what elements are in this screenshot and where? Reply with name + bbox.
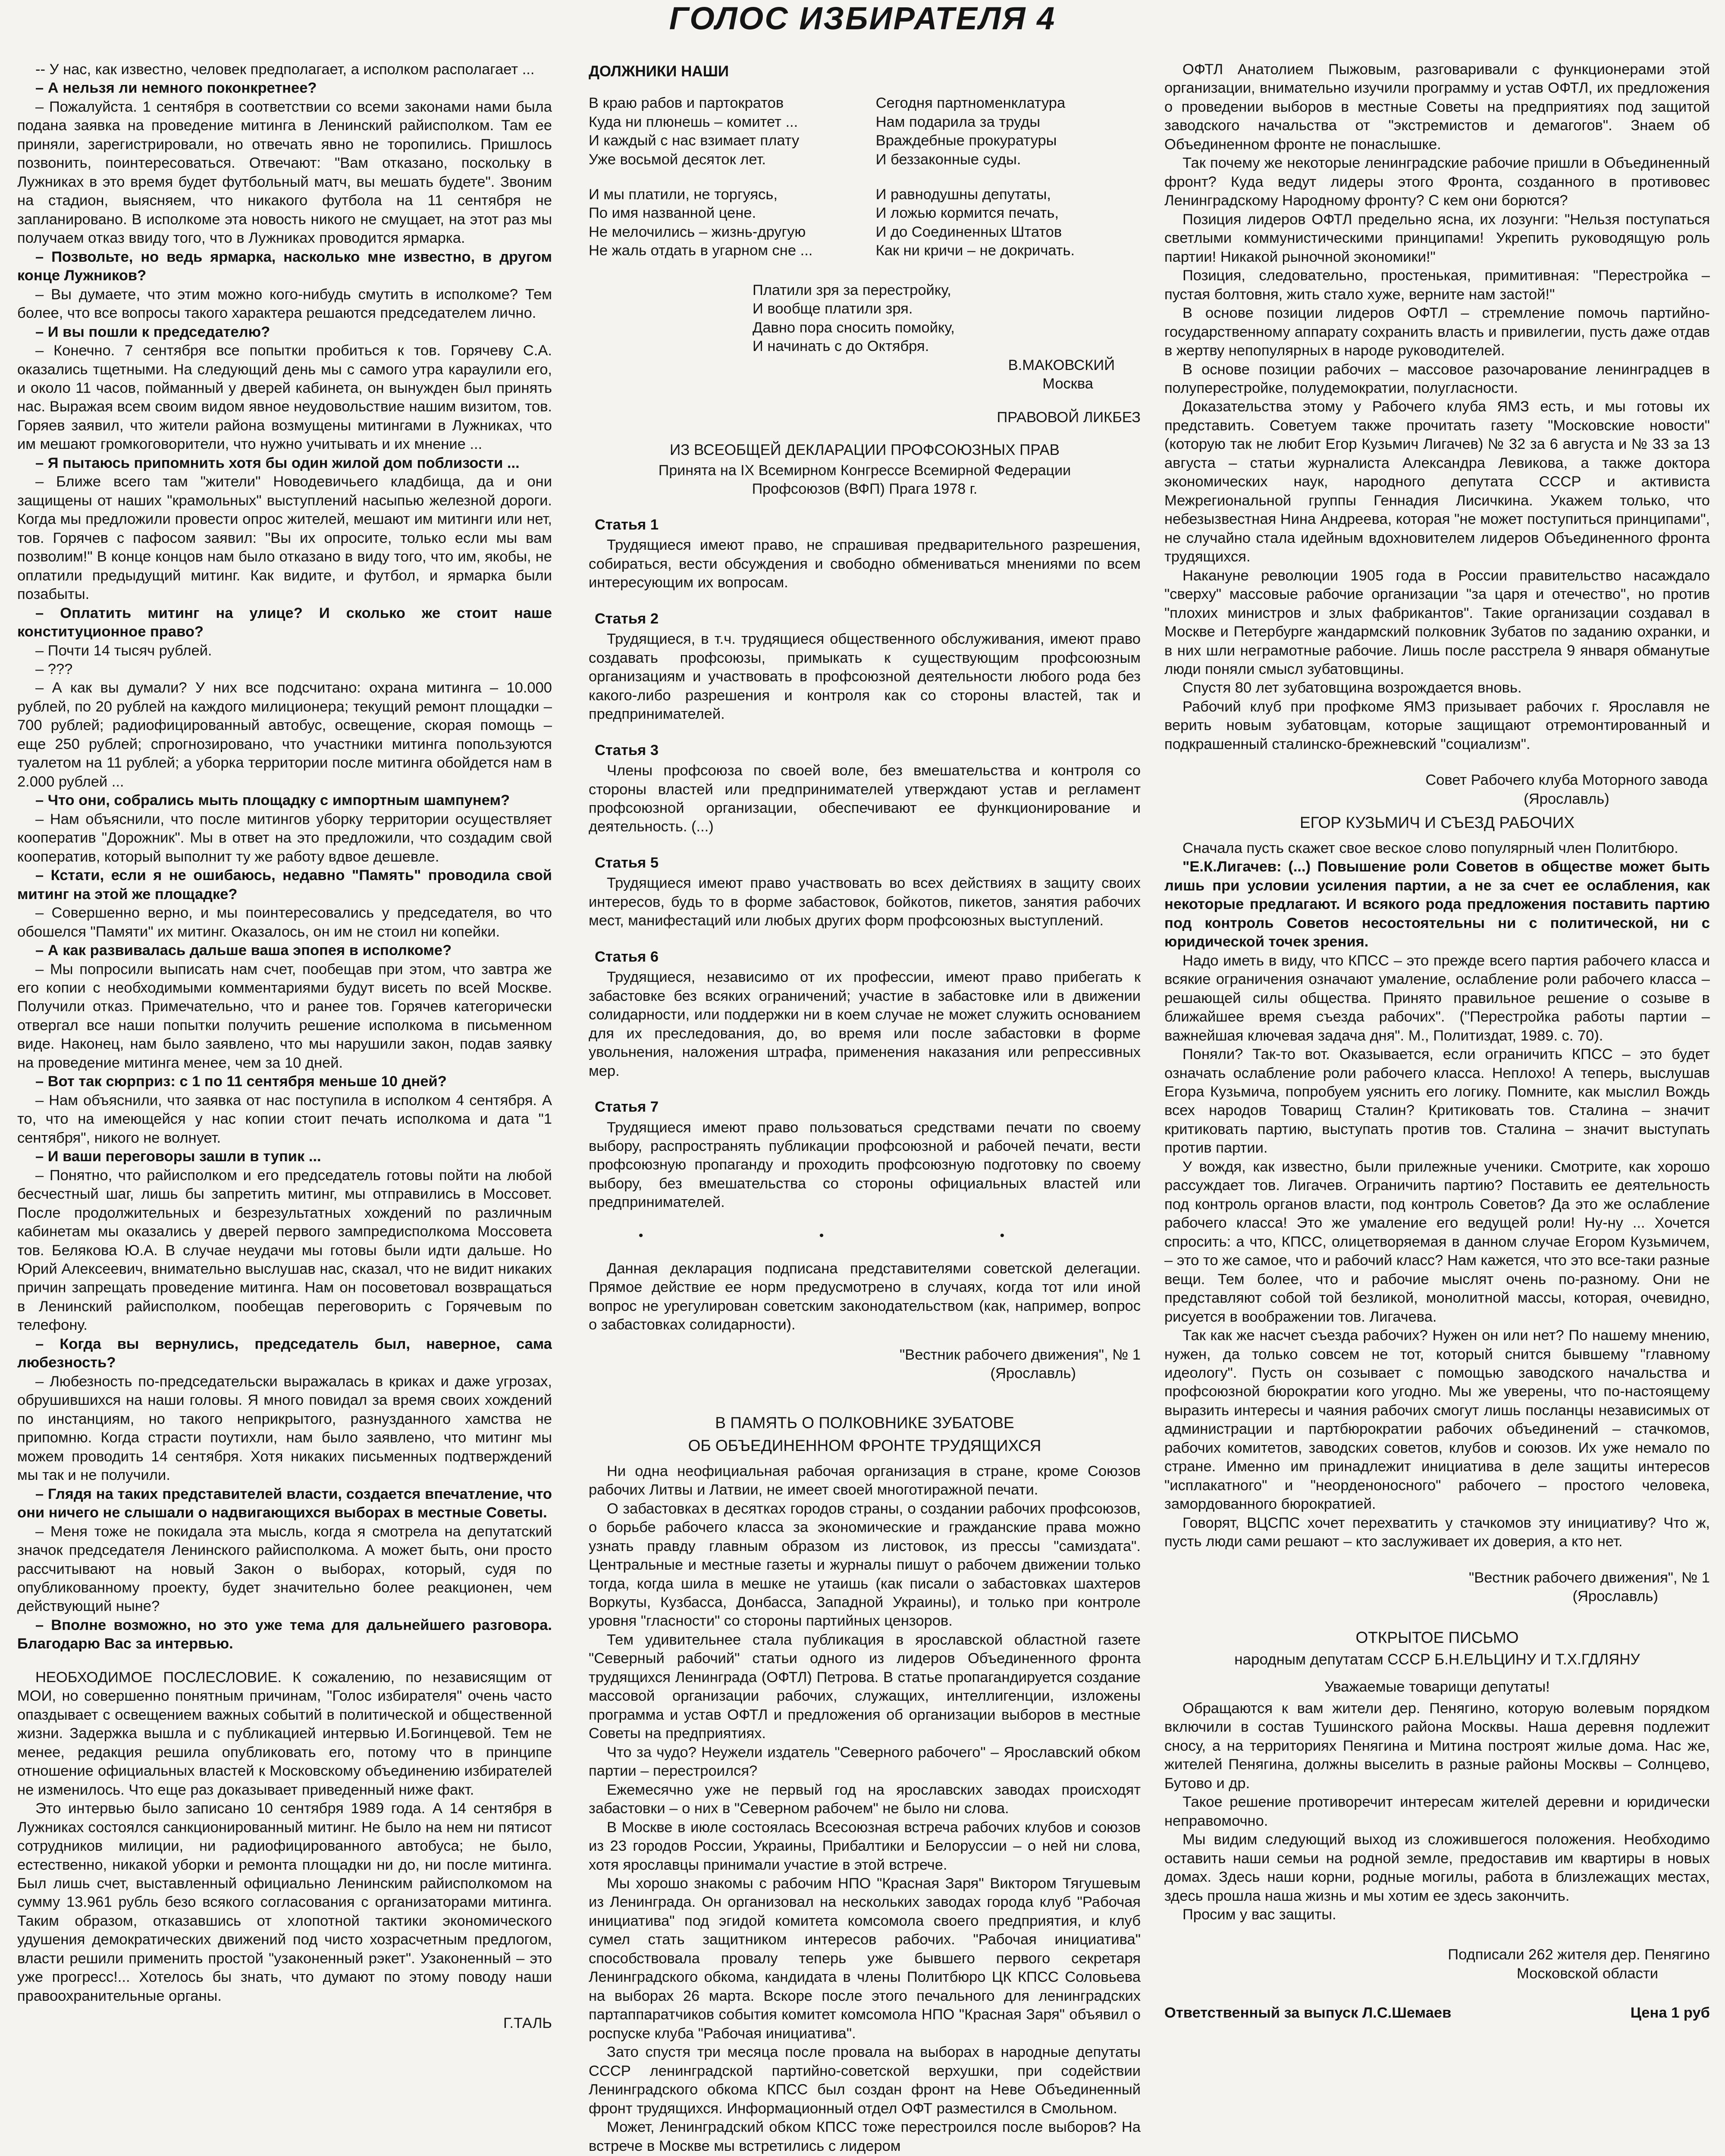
- egor-city: (Ярославль): [1572, 1588, 1658, 1605]
- article-paragraph: Зато спустя три месяца после провала на выборах в народные депутаты СССР ленинградской партийно-советской верхушки, при содействии Ленинградского обкома КПСС был создан фронт на Неве Объединенный фронт трудящихся. Информационный отдел ОФТ разместился в Смольном.: [589, 2044, 1141, 2117]
- article-paragraph: О забастовках в десятках городов страны, о создании рабочих профсоюзов, о борьбе рабочего класса за экономические и гражданские права можно узнать правду главным образом из листовок, из прессы "самиздата". Центральные и местные газеты и журналы пишут о рабочем движении только тогда, когда шила в мешке не утаишь (как писали о забастовках шахтеров Воркуты, Кузбасса, Донбасса, Западной Украины), и только при контроле уровня "гласности" со стороны партийных цензоров.: [589, 1500, 1141, 1630]
- interview-question: – Вот так сюрприз: с 1 по 11 сентября меньше 10 дней?: [35, 1073, 447, 1090]
- poem-line: И ложью кормится печать,: [875, 205, 1059, 222]
- interview-question: – Когда вы вернулись, председатель был, наверное, сама любезность?: [17, 1335, 552, 1371]
- article-paragraph: Так почему же некоторые ленинградские рабочие пришли в Объединенный фронт? Куда ведут лидеры этого Фронта, созданного в противовес Ленинградскому Народному фронту? С кем они борются?: [1164, 155, 1710, 209]
- interview-question: – Вполне возможно, но это уже тема для дальнейшего разговора. Благодарю Вас за интервью.: [17, 1617, 552, 1652]
- interview-question: – А нельзя ли немного поконкретнее?: [35, 80, 317, 97]
- article-heading: Статья 3: [595, 742, 659, 758]
- poem-line: Не жаль отдать в угарном сне ...: [589, 242, 813, 259]
- letter-paragraph: Обращаются к вам жители дер. Пенягино, которую волевым порядком включили в состав Тушинского района Москвы. Наша деревня подлежит сносу, а на территориях Пенягина и Митина построят жилые дома. Нас же, жителей Пенягина, должны выселить в разные районы Москвы – Солнцево, Бутово и др.: [1164, 1700, 1710, 1792]
- interview-question: – И ваши переговоры зашли в тупик ...: [35, 1148, 321, 1165]
- open-letter-body: [1164, 1699, 1710, 1924]
- interview-answer: – Вы думаете, что этим можно кого-нибудь смутить в исполкоме? Тем более, что все вопросы такого характера решаются председателем лично.: [17, 286, 552, 322]
- article-paragraph: Может, Ленинградский обком КПСС тоже перестроился после выборов? На встрече в Москве мы встретились с лидером: [589, 2119, 1141, 2154]
- poem-stanza: [876, 94, 1141, 169]
- egor-article-body: [1164, 952, 1710, 1551]
- interview-answer: – Меня тоже не покидала эта мысль, когда я смотрела на депутатский значок председателя Ленинского райисполкома. А может быть, они просто рассчитывают на новый Закон о выборах, который, судя по опубликованному проекту, будет значительно более реакционен, чем действующий ныне?: [17, 1523, 552, 1615]
- article-paragraph: Доказательства этому у Рабочего клуба ЯМЗ есть, и мы готовы их представить. Советуем также прочитать газету "Московские новости" (которую так не любит Егор Кузьмич Лигачев) № 32 за 6 августа и № 33 за 13 августа – статьи журналиста Александра Левикова, а также доктора экономических наук, народного депутата СССР и активиста Межрегиональной группы Геннадия Лисичкина. Укажем только, что небезызвестная Нина Андреева, которая "не может поступиться принципами", не случайно стала идейным вдохновителем лидеров Объединенного фронта трудящихся.: [1164, 398, 1710, 565]
- poem-title: ДОЛЖНИКИ НАШИ: [589, 63, 729, 80]
- interview-question: – Я пытаюсь припомнить хотя бы один жилой дом поблизости ...: [35, 454, 520, 471]
- article-text: Члены профсоюза по своей воле, без вмешательства и контроля со стороны властей или предпринимателей утверждают устав и регламент профсоюзной организации, обеспечивают ее функционирование и деятельность. (...): [589, 762, 1141, 835]
- article-paragraph: Позиция лидеров ОФТЛ предельно ясна, их лозунги: "Нельзя поступаться светлыми коммунистическими принципами! Укрепить руководящую роль партии! Никакой рыночной экономики!": [1164, 211, 1710, 265]
- interview-answer: – ???: [35, 661, 73, 677]
- interview-question: – Глядя на таких представителей власти, создается впечатление, что они ничего не слышали о надвигающихся выборах в местные Советы.: [17, 1485, 552, 1521]
- author-signature: Г.ТАЛЬ: [503, 2015, 552, 2032]
- open-letter-subtitle: народным депутатам СССР Б.Н.ЕЛЬЦИНУ И Т.Х.ГДЛЯНУ: [1234, 1651, 1640, 1668]
- declaration-note: Данная декларация подписана представителями советской делегации. Прямое действие ее норм предусмотрено в случаях, когда тот или иной вопрос не урегулирован советским законодательством (как, например, вопрос о забастовках солидарности).: [589, 1260, 1141, 1333]
- column-right: [1164, 60, 1710, 2156]
- interview-answer: – Нам объяснили, что заявка от нас поступила в исполком 4 сентября. А то, что на имеющейся у нас копии стоит печать исполкома и дата "1 сентября", никого не волнует.: [17, 1092, 552, 1146]
- declaration-title: ИЗ ВСЕОБЩЕЙ ДЕКЛАРАЦИИ ПРОФСОЮЗНЫХ ПРАВ: [669, 442, 1060, 459]
- poem-line: И вообще платили зря.: [753, 301, 913, 317]
- poem-right-column: [876, 94, 1141, 277]
- article-paragraph: Так как же насчет съезда рабочих? Нужен он или нет? По нашему мнению, нужен, да только совсем не тот, который снится бывшему "главному идеологу". Пусть он созывает с помощью заводского начальства и профсоюзной бюрократии кого угодно. Мы же уверены, что по-настоящему выразить интересы и чаяния рабочих смогут лишь посланцы независимых от администрации и партбюрократии рабочих объединений – стачкомов, рабочих комитетов, заводских советов, клубов и союзов. Их уже немало по стране. Именно им принадлежит инициатива в деле защиты интересов "исплакатного" и "неорденоносного" рабочего – простого человека, замордованного бюрократией.: [1164, 1327, 1710, 1513]
- interview-answer: – Ближе всего там "жители" Новодевичьего кладбища, да и они защищены от наших "крамольных" выступлений насыпью железной дороги. Когда мы предложили провести опрос жителей, мешают им митинги или нет, тов. Горячев с пафосом заявил: "Вы их опросите, только если мы вам позволим!" В конце концов нам было отказано в виду того, что им, якобы, не оплатили предыдущий митинг. Как видите, и футбол, и ярмарка были позабыты.: [17, 473, 552, 603]
- declaration-article: [589, 610, 1141, 724]
- zubatov-article-title: В ПАМЯТЬ О ПОЛКОВНИКЕ ЗУБАТОВЕ: [715, 1414, 1014, 1432]
- column-middle: [589, 60, 1141, 2156]
- interview-answer: – Совершенно верно, и мы поинтересовались у председателя, во что обошелся "Памяти" их митинг. Оказалось, он им не стоил ни копейки.: [17, 905, 552, 940]
- poem-line: И до Соединенных Штатов: [875, 223, 1062, 240]
- article-paragraph: ОФТЛ Анатолием Пыжовым, разговаривали с функционерами этой организации, внимательно изучили программу и устав ОФТЛ, их предложения о проведении выборов в местные Советы на предприятиях под защитой заводского начальства от "экстремистов и демагогов". Знаем об Объединенном фронте не понаслышке.: [1164, 61, 1710, 153]
- poem-left-column: [589, 94, 853, 277]
- poem-line: Уже восьмой десяток лет.: [589, 151, 766, 168]
- interview-answer: – Понятно, что райисполком и его председатель готовы пойти на любой бесчестный шаг, лишь бы запретить митинг, мы отправились в Моссовет. После продолжительных и безрезультатных хождений по различным кабинетам мы оказались у дверей первого зампредисполкома Моссовета тов. Белякова Ю.А. В случае неудачи мы готовы были идти дальше. Но Юрий Алексеевич, внимательно выслушав нас, сказал, что не видит никаких причин запрещать проведение митинга. Нам он посоветовал возвращаться в Ленинский райисполком, пообещав переговорить с Горячевым по телефону.: [17, 1167, 552, 1334]
- section-separator: • • •: [638, 1228, 1091, 1243]
- declaration-article: [589, 741, 1141, 837]
- article-text: Трудящиеся, в т.ч. трудящиеся общественного обслуживания, имеют право создавать профсоюзы, примыкать к существующим профсоюзным организациям и участвовать в профсоюзной деятельности любого рода без какого-либо разрешения и контроля как со стороны властей, так и предпринимателей.: [589, 631, 1141, 723]
- interview-body: [17, 60, 552, 1654]
- zubatov-article-continued: [1164, 60, 1710, 754]
- article-paragraph: У вождя, как известно, были прилежные ученики. Смотрите, как хорошо рассуждает тов. Лигачев. Ограничить партию? Поставить ее деятельность под контроль органов власти, под контроль Советов? Да это же ослабление рабочего класса! Это же умаление его ведущей роли! Ну-ну ... Хочется спросить: а что, КПСС, олицетворяемая в данном случае Егором Кузьмичем, – это то же самое, что и рабочий класс? Нам кажется, что это все-таки разные вещи. Тем более, что и рабочие мыслят очень по-разному. Они не представляют собой той безликой, монолитной массы, которая, очевидно, рисуется в воображении тов. Лигачева.: [1164, 1158, 1710, 1325]
- price-label: Цена 1 руб: [1630, 2005, 1710, 2021]
- declaration-article: [589, 854, 1141, 931]
- article-paragraph: В основе позиции лидеров ОФТЛ – стремление помочь партийно-государственному аппарату сохранить власть и привилегии, пусть даже отдав в жертву непопулярных в народе руководителей.: [1164, 305, 1710, 359]
- poem-body: [589, 94, 1141, 277]
- article-paragraph: Ни одна неофициальная рабочая организация в стране, кроме Союзов рабочих Литвы и Латвии, не имеет своей многотиражной печати.: [589, 1463, 1141, 1498]
- article-paragraph: Позиция, следовательно, простенькая, примитивная: "Перестройка – пустая болтовня, жить стало хуже, верните нам застой!": [1164, 267, 1710, 303]
- postscript-text-1: К сожалению, по независящим от МОИ, но совершенно понятным причинам, "Голос избирателя" очень часто опаздывает с освещением важных событий в политической и общественной жизни. Задержка вышла и с публикацией интервью И.Богинцевой. Тем не менее, редакция решила опубликовать его, потому что в принципе отношение официальных властей к Московскому объединению избирателей не изменилось. Что еще раз доказывает приведенный ниже факт.: [17, 1669, 552, 1798]
- postscript-title: НЕОБХОДИМОЕ ПОСЛЕСЛОВИЕ.: [35, 1669, 282, 1686]
- interview-question: – Кстати, если я не ошибаюсь, недавно "Память" проводила свой митинг на этой же площадке?: [17, 867, 552, 903]
- masthead: ГОЛОС ИЗБИРАТЕЛЯ 4: [669, 0, 1056, 36]
- article-text: Трудящиеся имеют право пользоваться средствами печати по своему выбору, распространять публикации профсоюзной и рабочей печати, вести профсоюзную пропаганду и проходить профсоюзную подготовку по своему выбору, без вмешательства со стороны официальных властей или предпринимателей.: [589, 1119, 1141, 1211]
- interview-answer: – Конечно. 7 сентября все попытки пробиться к тов. Горячеву С.А. оказались тщетными. На следующий день мы с самого утра караулили его, и около 11 часов, пойманный у дверей кабинета, он вынужден был принять нас. Выражая всем своим видом явное неудовольствие нашим визитом, тов. Горяев заявил, что жители района возмущены митингами в Лужниках, что им мешают громкоговорители, что нужно учитывать и их мнение ...: [17, 342, 552, 453]
- interview-answer: – Нам объяснили, что после митингов уборку территории осуществляет кооператив "Дорожник". Мы в ответ на это предложили, что создадим свой кооператив, который выполнит ту же работу вдвое дешевле.: [17, 811, 552, 865]
- declaration-source: "Вестник рабочего движения", № 1: [899, 1346, 1141, 1363]
- egor-intro: Сначала пусть скажет свое веское слово популярный член Политбюро.: [1182, 840, 1678, 856]
- poem-line: Как ни кричи – не докричать.: [875, 242, 1075, 259]
- letter-paragraph: Такое решение противоречит интересам жителей деревни и юридически неправомочно.: [1164, 1794, 1710, 1829]
- interview-answer: – Пожалуйста. 1 сентября в соответствии со всеми законами нами была подана заявка на проведение митинга в Ленинский райисполком. Там ее приняли, зарегистрировали, но отвечать явно не торопились. Пришлось позвонить, поинтересоваться. Отвечают: "Вам отказано, поскольку в Лужниках в это время будет футбольный матч, вы мешать будете". Звоним на стадион, выясняем, что никакого футбола на 11 сентября не запланировано. В исполкоме эта новость никого не смущает, на этот раз мы получаем отказ ввиду того, что в Лужниках проводится ярмарка.: [17, 98, 552, 247]
- poem-city: Москва: [1042, 376, 1093, 392]
- poem-stanza: [876, 185, 1141, 260]
- article-text: Трудящиеся имеют право, не спрашивая предварительного разрешения, собираться, вести обсуждения и свободно обмениваться мнениями по всем интересующим их вопросам.: [589, 537, 1141, 591]
- article-paragraph: Мы хорошо знакомы с рабочим НПО "Красная Заря" Виктором Тягушевым из Ленинграда. Он организовал на нескольких заводах города клуб "Рабочая инициатива" под эгидой комитета комсомола своего предприятия, и клуб сумел стать защитником интересов рабочих. "Рабочая инициатива" способствовала провалу теперь уже бывшего первого секретаря Ленинградского обкома, кандидата в члены Политбюро ЦК КПСС Соловьева на выборах 26 марта. Вскоре после этого печального для ленинградских партаппаратчиков события комитет комсомола НПО "Красная Заря" объявил о роспуске клуба "Рабочая инициатива".: [589, 1875, 1141, 2042]
- poem-line: Нам подарила за труды: [875, 113, 1041, 130]
- article-heading: Статья 7: [595, 1099, 659, 1116]
- poem-line: И каждый с нас взимает плату: [589, 132, 800, 149]
- poem-final-stanza: [753, 281, 1141, 394]
- open-letter-greeting: Уважаемые товарищи депутаты!: [1324, 1679, 1550, 1695]
- declaration-articles: [589, 516, 1141, 1212]
- article-paragraph: Ежемесячно уже не первый год на ярославских заводах происходят забастовки – о них в "Северном рабочем" не было ни слова.: [589, 1781, 1141, 1817]
- article-paragraph: Спустя 80 лет зубатовщина возрождается вновь.: [1182, 680, 1522, 696]
- article-heading: Статья 1: [595, 516, 659, 533]
- open-letter-signature-1: Подписали 262 жителя дер. Пенягино: [1448, 1946, 1710, 1963]
- zubatov-article-subtitle: ОБ ОБЪЕДИНЕННОМ ФРОНТЕ ТРУДЯЩИХСЯ: [688, 1437, 1041, 1455]
- poem-author: В.МАКОВСКИЙ: [1008, 357, 1115, 373]
- imprint-line: [1164, 2004, 1710, 2022]
- declaration-subtitle: Принята на IX Всемирном Конгрессе Всемирной Федерации Профсоюзов (ВФП) Прага 1978 г.: [658, 462, 1071, 498]
- interview-answer: – Почти 14 тысяч рублей.: [35, 642, 212, 659]
- council-signature: Совет Рабочего клуба Моторного завода (Ярославль): [1425, 772, 1708, 807]
- interview-question: – Оплатить митинг на улице? И сколько же стоит наше конституционное право?: [17, 605, 552, 640]
- interview-answer: -- У нас, как известно, человек предполагает, а исполком располагает ...: [35, 61, 535, 78]
- zubatov-article-body: [589, 1462, 1141, 2156]
- open-letter-title: ОТКРЫТОЕ ПИСЬМО: [1355, 1628, 1519, 1646]
- poem-line: И начинать с до Октября.: [753, 338, 929, 355]
- poem-line: Враждебные прокуратуры: [875, 132, 1057, 149]
- editor-credit: Ответственный за выпуск Л.С.Шемаев: [1164, 2005, 1452, 2021]
- egor-article-title: ЕГОР КУЗЬМИЧ И СЪЕЗД РАБОЧИХ: [1299, 814, 1575, 832]
- poem-line: В краю рабов и партократов: [589, 95, 784, 112]
- declaration-article: [589, 1098, 1141, 1212]
- poem-line: Платили зря за перестройку,: [753, 282, 951, 298]
- interview-answer: – Мы попросили выписать нам счет, пообещав при этом, что завтра же его копии с необходимыми комментариями будут висеть по всей Москве. Получили отказ. Примечательно, что и ранее тов. Горячев категорически отвергал все наши попытки получить решение исполкома в письменном виде. Наконец, нам было заявлено, что мы нарушили закон, подав заявку на проведение митинга менее, чем за 10 дней.: [17, 961, 552, 1071]
- rubric-label: ПРАВОВОЙ ЛИКБЕЗ: [997, 409, 1141, 426]
- declaration-city: (Ярославль): [990, 1365, 1076, 1382]
- article-paragraph: В основе позиции рабочих – массовое разочарование ленинградцев в полуперестройке, полудемократии, полугласности.: [1164, 361, 1710, 396]
- article-paragraph: Тем удивительнее стала публикация в ярославской областной газете "Северный рабочий" статьи одного из лидеров Объединенного фронта трудящихся Ленинграда (ОФТЛ) Петрова. В статье пропагандируется создание массовой организации рабочих, служащих, интеллигенции, изложены программа и устав ОФТЛ и предложения об организации выборов в местные Советы на предприятиях.: [589, 1631, 1141, 1742]
- egor-quote: "Е.К.Лигачев: (...) Повышение роли Советов в обществе может быть лишь при условии усиления партии, а не за счет ее ослабления, как некоторые предлагают. И всякого рода предложения поставить партию под контроль Советов несостоятельны ни с политической, ни с юридической точек зрения.: [1164, 859, 1710, 950]
- declaration-article: [589, 516, 1141, 592]
- article-paragraph: Накануне революции 1905 года в России правительство насаждало "сверху" массовые рабочие организации "за царя и отечество", но против "плохих министров и злых фабрикантов". Такие организации создавал в Москве и Петербурге жандармский полковник Зубатов по заданию охранки, и в них шли неграмотные рабочие. Лишь после расстрела 9 января обманутые люди поняли смысл зубатовщины.: [1164, 567, 1710, 677]
- poem-line: И равнодушны депутаты,: [875, 186, 1051, 203]
- poem-line: Давно пора сносить помойку,: [753, 319, 955, 336]
- article-paragraph: В Москве в июле состоялась Всесоюзная встреча рабочих клубов и союзов из 23 городов России, Украины, Прибалтики и Белоруссии – о ней ни слова, хотя ярославцы принимали участие в этой встрече.: [589, 1819, 1141, 1873]
- interview-question: – А как развивалась дальше ваша эпопея в исполкоме?: [35, 942, 452, 959]
- postscript-paragraph: [17, 1668, 552, 1799]
- article-heading: Статья 6: [595, 948, 659, 965]
- letter-paragraph: Мы видим следующий выход из сложившегося положения. Необходимо оставить наши семьи на родной земле, предоставив им квартиры в новых домах. Здесь наши корни, родные могилы, работа в близлежащих местах, здесь прошла наша жизнь и мы хотим ее здесь закончить.: [1164, 1831, 1710, 1904]
- column-left-interview: [17, 60, 552, 2156]
- article-heading: Статья 2: [595, 610, 659, 627]
- poem-line: Не мелочились – жизнь-другую: [589, 223, 806, 240]
- article-heading: Статья 5: [595, 854, 659, 871]
- poem-line: И мы платили, не торгуясь,: [589, 186, 778, 203]
- poem-line: Куда ни плюнешь – комитет ...: [589, 113, 798, 130]
- interview-answer: – Любезность по-председательски выражалась в криках и даже угрозах, обрушившихся на наши головы. Я много повидал за время своих хождений по инстанциям, но такого неприкрытого, разнузданного хамства не припомню. Когда страсти поутихли, нам было заявлено, что митинг мы можем проводить 14 сентября. Хотя никаких письменных подтверждений мы так и не получили.: [17, 1373, 552, 1484]
- interview-question: – И вы пошли к председателю?: [35, 323, 270, 340]
- poem-stanza: [589, 185, 853, 260]
- interview-question: – Позвольте, но ведь ярмарка, насколько мне известно, в другом конце Лужников?: [17, 248, 552, 284]
- poem-stanza: [589, 94, 853, 169]
- egor-source: "Вестник рабочего движения", № 1: [1468, 1569, 1710, 1586]
- article-text: Трудящиеся, независимо от их профессии, имеют право прибегать к забастовке без всяких ограничений; участие в забастовке или в движении солидарности, или поддержки ни в коем случае не может служить основанием для их преследования, до, во время или после забастовки в форме увольнения, наложения штрафа, применения наказания или репрессивных мер.: [589, 969, 1141, 1079]
- postscript-text-2: Это интервью было записано 10 сентября 1989 года. А 14 сентября в Лужниках состоялся санкционированный митинг. Не было на нем ни пятисот сотрудников милиции, ни радиофицированного автобуса; не было, естественно, никакой уборки и ремонта площадки ни до, ни после митинга. Был лишь счет, выставленный официально Ленинским райисполкомом на сумму 13.961 рубль безо всякого согласования с организаторами митинга. Таким образом, отказавшись от хлопотной тактики экономического удушения демократических движений под чисто хозрасчетным предлогом, власти решили применить простой "узаконенный рэкет". Узаконенный – это уже прогресс!... Хотелось бы знать, что думают по этому поводу наши правоохранительные органы.: [17, 1800, 552, 2004]
- article-text: Трудящиеся имеют право участвовать во всех действиях в защиту своих интересов, будь то в форме забастовок, бойкотов, пикетов, занятия рабочих мест, манифестаций или любых других форм профсоюзных выступлений.: [589, 875, 1141, 929]
- declaration-article: [589, 948, 1141, 1081]
- poem-line: По имя названной цене.: [589, 205, 756, 222]
- article-paragraph: Что за чудо? Неужели издатель "Северного рабочего" – Ярославский обком партии – перестроился?: [589, 1744, 1141, 1780]
- poem-line: Сегодня партноменклатура: [875, 95, 1066, 112]
- interview-question: – Что они, собрались мыть площадку с импортным шампунем?: [35, 792, 510, 809]
- article-paragraph: Говорят, ВЦСПС хочет перехватить у стачкомов эту инициативу? Что ж, пусть люди сами решают – кто заслуживает их доверия, а кто нет.: [1164, 1514, 1710, 1550]
- interview-answer: – А как вы думали? У них все подсчитано: охрана митинга – 10.000 рублей, по 20 рублей на каждого милиционера; текущий ремонт площадки – 700 рублей; радиофицированный автобус, освещение, скорая помощь – еще 250 рублей; спрогнозировано, что участники митинга попользуются туалетом на 11 рублей; а уборка территории после митинга обойдется нам в 2.000 рублей ...: [17, 680, 552, 790]
- poem-line: И беззаконные суды.: [875, 151, 1021, 168]
- article-paragraph: Поняли? Так-то вот. Оказывается, если ограничить КПСС – это будет означать ослабление роли рабочего класса. Неплохо! А теперь, выслушав Егора Кузьмича, попробуем уяснить его логику. Помните, как мыслил Вождь всех народов Товарищ Сталин? Критиковать тов. Сталина – значит критиковать партию, выступать против тов. Сталина – значит выступать против партии.: [1164, 1046, 1710, 1156]
- article-paragraph: Надо иметь в виду, что КПСС – это прежде всего партия рабочего класса и всякие ограничения означают умаление, ослабление роли рабочего класса – решающей силы общества. Принято правильное решение о созыве в ближайшее время съезда рабочих". ("Перестройка работы партии – важнейшая ключевая задача дня". М., Политиздат, 1989. с. 70).: [1164, 952, 1710, 1044]
- letter-paragraph: Просим у вас защиты.: [1182, 1906, 1336, 1923]
- article-paragraph: Рабочий клуб при профкоме ЯМЗ призывает рабочих г. Ярославля не верить новым зубатовцам, которые защищают отремонтированный и подкрашенный сталинско-брежневский "социализм".: [1164, 698, 1710, 752]
- open-letter-signature-2: Московской области: [1517, 1965, 1658, 1982]
